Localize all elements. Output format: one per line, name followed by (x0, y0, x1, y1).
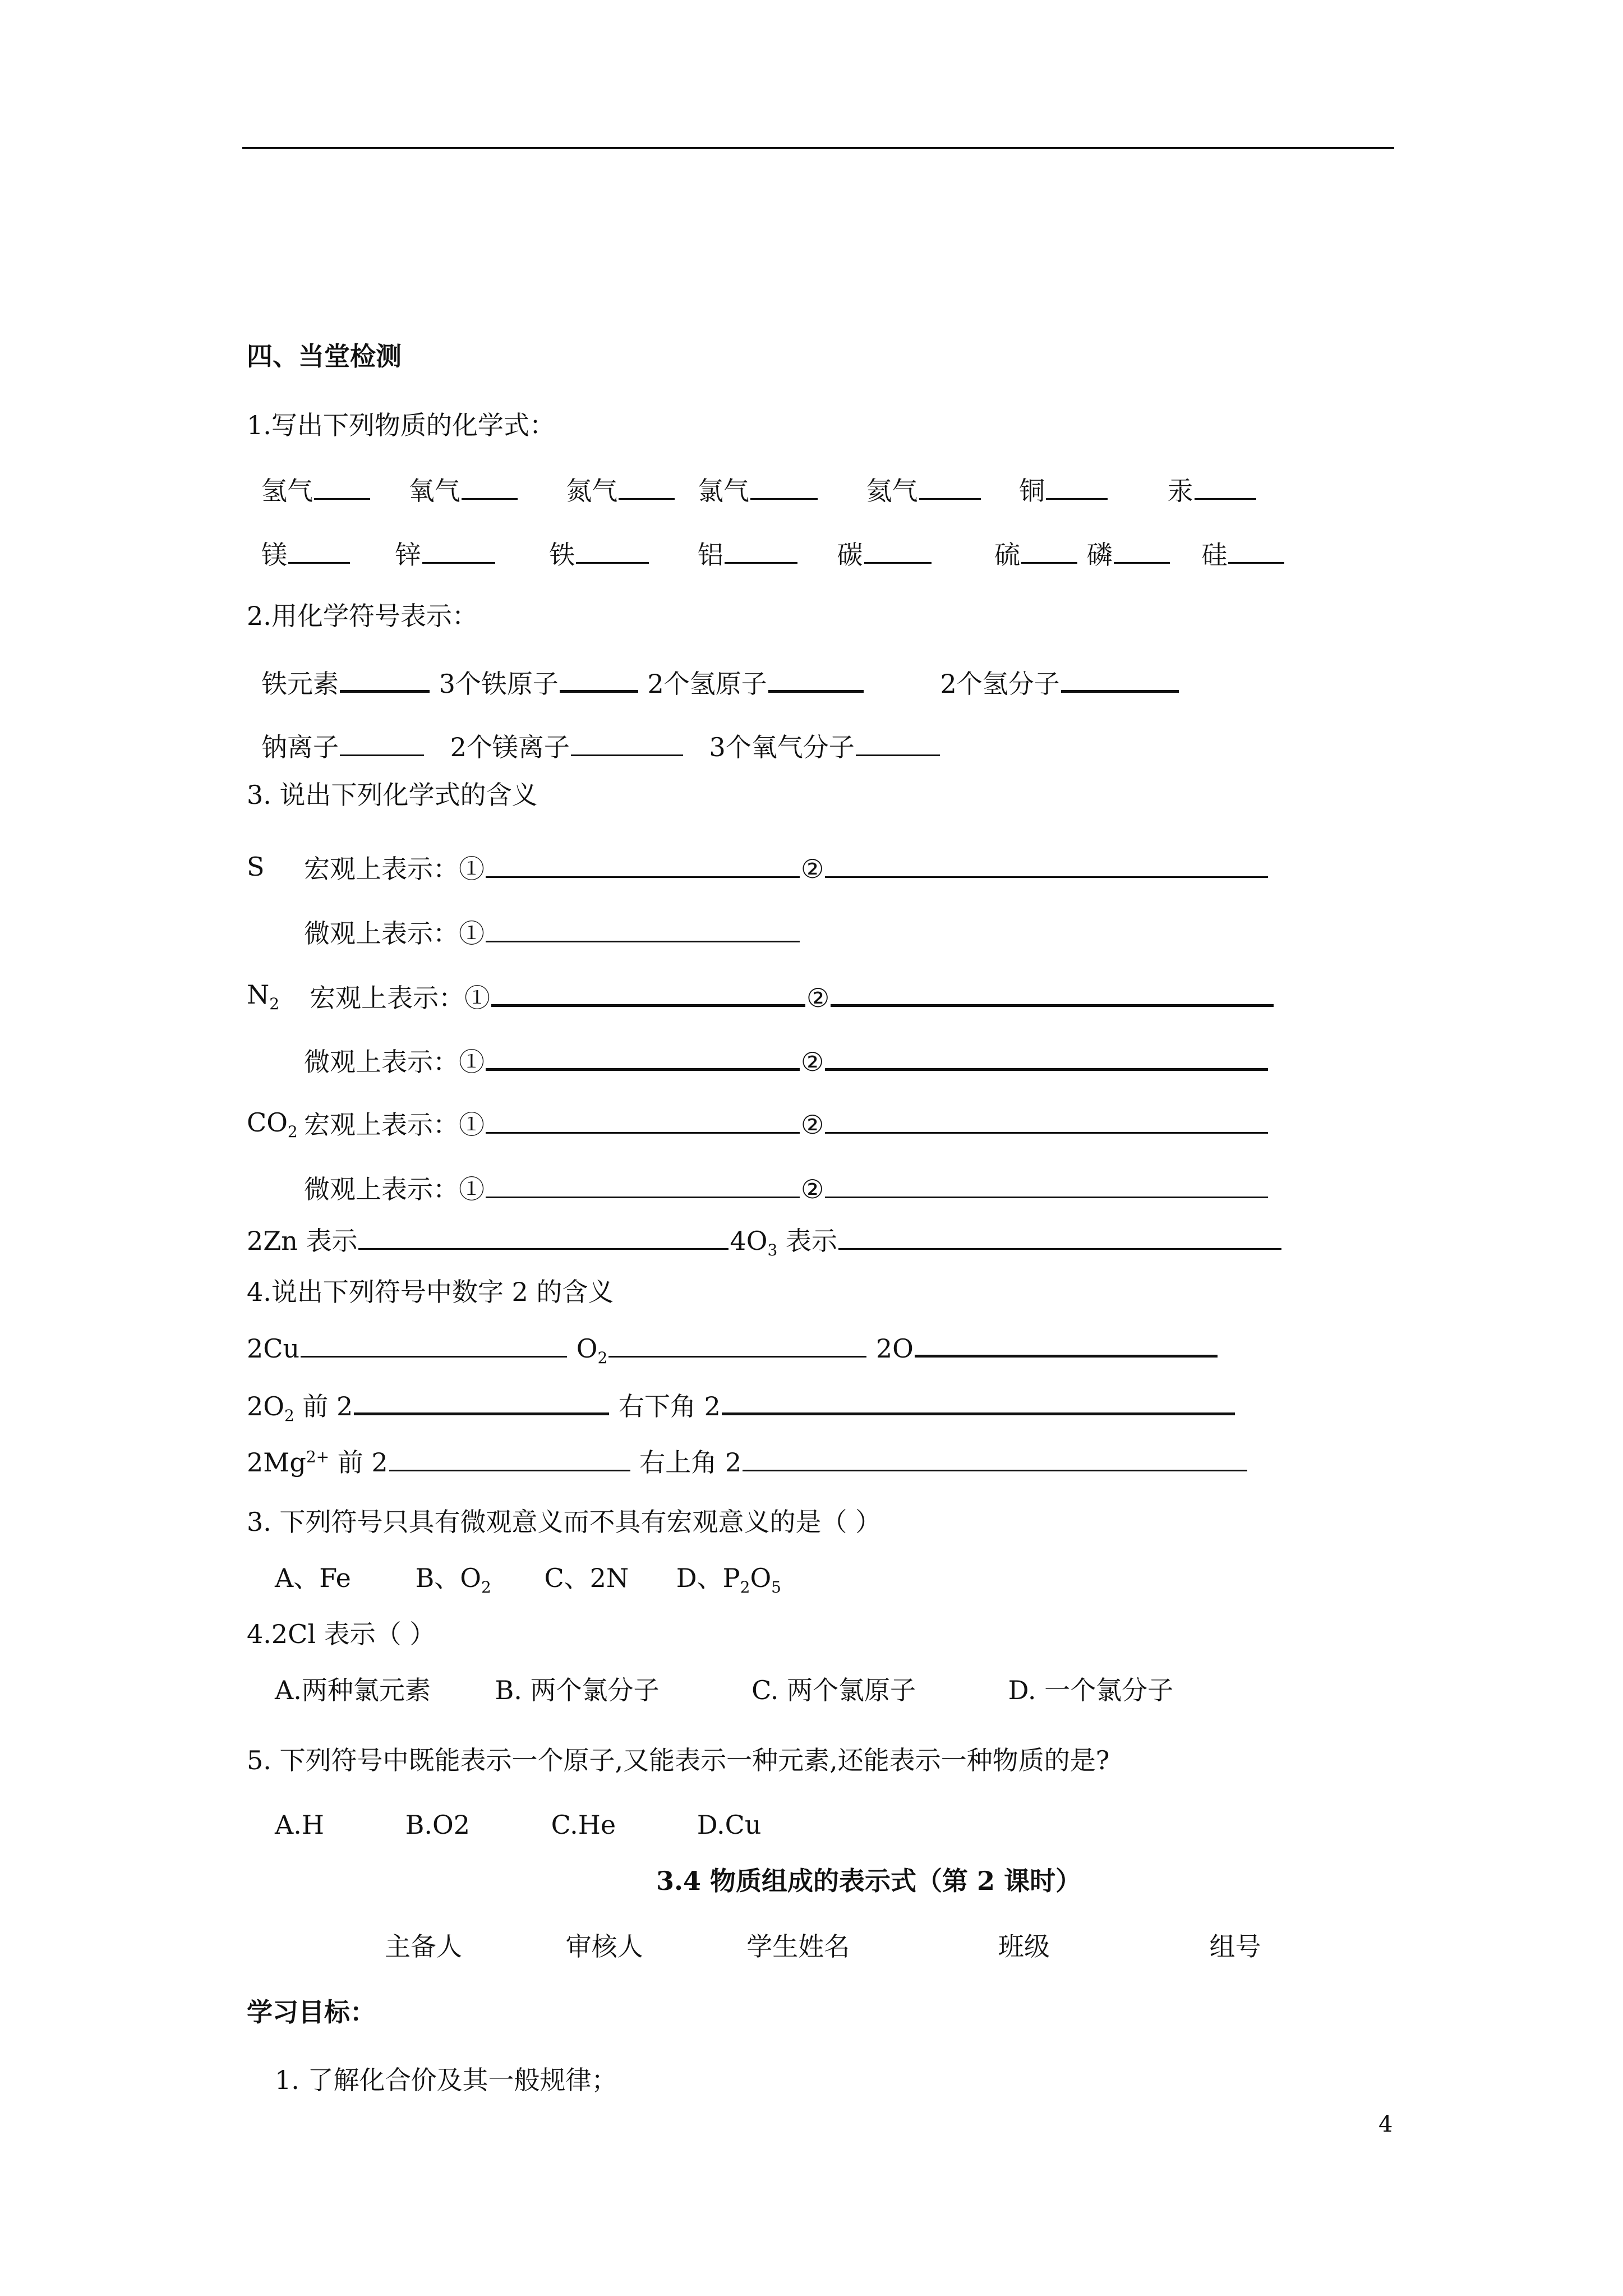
q3-s-macro (304, 854, 1269, 882)
q1-item: 氦气 (866, 476, 918, 506)
micro-label: 微观上表示： (304, 918, 459, 949)
cu-label: 2Cu (247, 1333, 300, 1364)
q1-row1 (261, 476, 1257, 504)
q1-item: 硫 (994, 540, 1021, 570)
circle-1: ① (459, 918, 485, 949)
q3-s-symbol: S (247, 852, 265, 882)
q2-item: 3个铁原子 (439, 669, 559, 699)
circle-1: ① (464, 983, 490, 1013)
q1-item: 碳 (837, 540, 863, 570)
page-number: 4 (1378, 2111, 1393, 2137)
subscript: 3 (767, 1241, 778, 1260)
q4-row2 (247, 1390, 1236, 1424)
q3-co2-symbol (247, 1107, 298, 1142)
option-d: D.Cu (697, 1810, 762, 1840)
front-label: 前 2 (294, 1391, 353, 1421)
header-rule (242, 147, 1394, 149)
q2-item: 3个氧气分子 (709, 732, 855, 762)
q3-n2-symbol (247, 979, 280, 1014)
circle-1: ① (459, 854, 485, 884)
macro-label: 宏观上表示： (304, 1110, 459, 1140)
q2-row2 (261, 732, 941, 760)
goals-title: 学习目标： (247, 1997, 376, 2027)
q1-item: 磷 (1086, 540, 1113, 570)
o3-suffix: 表示 (777, 1226, 837, 1256)
circle-2: ② (806, 983, 830, 1013)
q3-prompt: 3. 说出下列化学式的含义 (247, 780, 538, 810)
q1-prompt: 1.写出下列物质的化学式： (247, 410, 555, 440)
lower-right-label: 右下角 2 (618, 1391, 721, 1421)
role-group: 组号 (1209, 1931, 1261, 1962)
mc3-options (275, 1812, 761, 1838)
q3-n2-macro (310, 982, 1275, 1011)
q3-s-micro (304, 918, 801, 949)
role-student-name: 学生姓名 (746, 1931, 850, 1962)
q3-co2-micro (304, 1174, 1269, 1202)
circle-2: ② (801, 1110, 824, 1140)
q3-zn-o3 (247, 1226, 1283, 1258)
twoo-label: 2O (875, 1333, 914, 1364)
option-d: D、P (676, 1563, 740, 1593)
q3-co2-macro (304, 1110, 1269, 1138)
mc1-question: 3. 下列符号只具有微观意义而不具有宏观意义的是（ ） (247, 1507, 882, 1537)
mc2-question: 4.2Cl 表示（ ） (247, 1619, 436, 1649)
mc1-options: A、Fe B、$O_2$ C、2N D、$P_2O_5$ (275, 1563, 781, 1597)
subscript: 2 (287, 1122, 298, 1142)
subscript: 2 (284, 1406, 294, 1425)
option-a: A、Fe (275, 1563, 351, 1593)
q1-item: 铁 (549, 540, 575, 570)
o-label: O (576, 1333, 598, 1364)
co-symbol: CO (247, 1107, 288, 1138)
subscript: 2 (269, 995, 280, 1014)
subscript: 2 (740, 1578, 750, 1597)
front-label: 前 2 (329, 1447, 388, 1478)
macro-label: 宏观上表示： (310, 983, 464, 1013)
option-c: C. 两个氯原子 (751, 1675, 916, 1705)
q3-n2-micro (304, 1046, 1269, 1075)
q2-item: 铁元素 (261, 669, 339, 699)
n-symbol: N (247, 979, 270, 1010)
twoo2-label: 2O (247, 1391, 284, 1421)
q1-row2 (261, 540, 1285, 568)
micro-label: 微观上表示： (304, 1047, 459, 1077)
goal-1: 1. 了解化合价及其一般规律； (275, 2065, 617, 2095)
mg-label: 2Mg (247, 1447, 306, 1478)
circle-2: ② (801, 854, 824, 884)
roles-row (385, 1931, 1261, 1962)
subscript: 2 (597, 1349, 608, 1368)
option-b: B.O2 (405, 1810, 470, 1840)
micro-label: 微观上表示： (304, 1174, 459, 1204)
lesson-title: 3.4 物质组成的表示式（第 2 课时） (656, 1866, 1082, 1896)
q1-item: 氯气 (697, 476, 749, 506)
q1-item: 汞 (1167, 476, 1193, 506)
option-a: A.两种氯元素 (275, 1675, 431, 1705)
mc2-options (275, 1677, 1173, 1703)
o3-label: 4O (730, 1226, 768, 1256)
q2-row1 (261, 668, 1180, 697)
subscript: 5 (771, 1578, 781, 1597)
q1-item: 铝 (697, 540, 723, 570)
q1-item: 铜 (1019, 476, 1045, 506)
circle-1: ① (459, 1047, 485, 1077)
circle-1: ① (459, 1174, 485, 1204)
q4-row3 (247, 1447, 1248, 1478)
zn-label: 2Zn 表示 (247, 1226, 358, 1256)
q2-prompt: 2.用化学符号表示： (247, 601, 478, 631)
option-c: C、2N (544, 1563, 629, 1593)
option-b: B. 两个氯分子 (495, 1675, 660, 1705)
mc3-question: 5. 下列符号中既能表示一个原子,又能表示一种元素,还能表示一种物质的是? (247, 1745, 1110, 1775)
circle-2: ② (801, 1174, 824, 1204)
upper-right-label: 右上角 2 (639, 1447, 742, 1478)
role-preparer: 主备人 (385, 1931, 462, 1962)
option-d: D. 一个氯分子 (1008, 1675, 1174, 1705)
subscript: 2 (481, 1578, 491, 1597)
role-reviewer: 审核人 (565, 1931, 643, 1962)
q1-item: 氢气 (261, 476, 313, 506)
circle-1: ① (459, 1110, 485, 1140)
q1-item: 锌 (395, 540, 421, 570)
q4-prompt: 4.说出下列符号中数字 2 的含义 (247, 1277, 614, 1307)
q2-item: 2个氢原子 (647, 669, 767, 699)
q2-item: 2个镁离子 (450, 732, 570, 762)
circle-2: ② (801, 1047, 824, 1077)
role-class: 班级 (998, 1931, 1050, 1962)
macro-label: 宏观上表示： (304, 854, 459, 884)
superscript: 2+ (306, 1447, 330, 1466)
q4-row1 (247, 1332, 1219, 1366)
q2-item: 钠离子 (261, 732, 339, 762)
q2-item: 2个氢分子 (940, 669, 1060, 699)
option-b: B、O (415, 1563, 481, 1593)
q1-item: 镁 (261, 540, 287, 570)
option-a: A.H (275, 1810, 324, 1840)
q1-item: 硅 (1201, 540, 1228, 570)
q1-item: 氧气 (408, 476, 460, 506)
option-c: C.He (551, 1810, 616, 1840)
q1-item: 氮气 (566, 476, 618, 506)
section-title: 四、当堂检测 (247, 341, 402, 371)
